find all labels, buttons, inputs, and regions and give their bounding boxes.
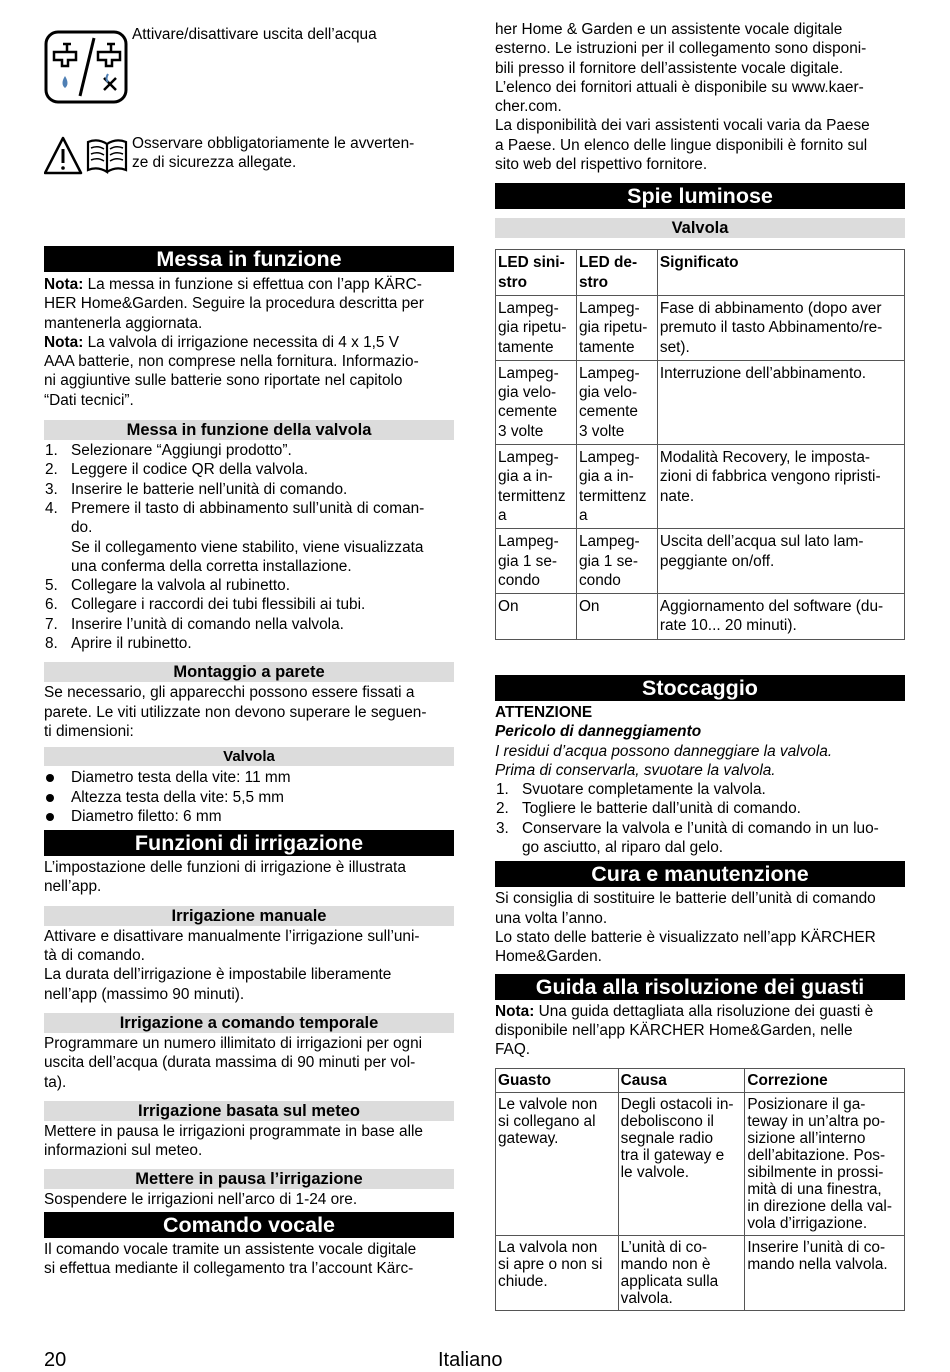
table-cell: Lampeg- gia 1 se- condo bbox=[496, 529, 577, 594]
table-header-cell: LED de- stro bbox=[576, 250, 657, 296]
table-cell: Lampeg- gia velo- cemente 3 volte bbox=[576, 360, 657, 444]
table-header-cell: Correzione bbox=[745, 1069, 905, 1093]
table-row bbox=[496, 295, 905, 360]
table-cell: Fase di abbinamento (dopo aver premuto il tasto Abbinamento/re- set). bbox=[657, 295, 904, 360]
led-table bbox=[495, 249, 905, 639]
table-row bbox=[496, 445, 905, 529]
table-cell: La valvola non si apre o non si chiude. bbox=[496, 1236, 619, 1311]
list-item: Diametro testa della vite: 11 mm bbox=[44, 768, 454, 787]
safety-row bbox=[44, 134, 454, 178]
table-row bbox=[496, 594, 905, 640]
table-row bbox=[496, 360, 905, 444]
table-row bbox=[496, 1093, 905, 1236]
table-cell: Le valvole non si collegano al gateway. bbox=[496, 1093, 619, 1236]
bullet-icon bbox=[46, 794, 54, 802]
list-item: 7. Inserire l’unità di comando nella valvola. bbox=[45, 615, 344, 633]
bullet-icon bbox=[46, 774, 54, 782]
table-cell: Posizionare il ga- teway in un’altra po- sizione all’interno dell’abitazione. Pos- sibilmente in prossi- mità di una finestra, in direzione della val- vola d’irrigazione. bbox=[745, 1093, 905, 1236]
list-item: 1. Svuotare completamente la valvola. bbox=[496, 781, 766, 799]
section-messa-in-funzione bbox=[44, 246, 454, 1278]
section-stoccaggio bbox=[495, 675, 905, 1311]
subsubsection-title: Valvola bbox=[44, 747, 454, 766]
paragraph: Si consiglia di sostituire le batterie dell’unità di comando una volta l’anno. Lo stato delle batterie è visualizzato nell’app KÄRCHER Home&Garden. bbox=[495, 890, 876, 966]
table-cell: Interruzione dell’abbinamento. bbox=[657, 360, 904, 444]
list-item: Altezza testa della vite: 5,5 mm bbox=[44, 788, 454, 807]
table-header-cell: LED sini- stro bbox=[496, 250, 577, 296]
table-cell: Lampeg- gia a in- termittenz a bbox=[576, 445, 657, 529]
list-item: 6. Collegare i raccordi dei tubi flessibili ai tubi. bbox=[45, 596, 366, 614]
subsection-title: Mettere in pausa l’irrigazione bbox=[44, 1169, 454, 1189]
table-cell: On bbox=[496, 594, 577, 640]
warning-label: ATTENZIONE bbox=[495, 704, 593, 721]
note-paragraph: Nota: La messa in funzione si effettua con l’app KÄRC- HER Home&Garden. Seguire la procedura descritta per mantenerla aggiornata. bbox=[44, 276, 424, 332]
subsection-title: Irrigazione a comando temporale bbox=[44, 1013, 454, 1033]
paragraph: Mettere in pausa le irrigazioni programmate in base alle informazioni sul meteo. bbox=[44, 1122, 423, 1160]
table-header-row bbox=[496, 250, 905, 296]
faucet-toggle-icon bbox=[44, 30, 128, 104]
list-item: 3. Conservare la valvola e l’unità di comando in un luo- go asciutto, al riparo dal gelo. bbox=[496, 819, 879, 857]
note-paragraph: Nota: La valvola di irrigazione necessita di 4 x 1,5 V AAA batterie, non comprese nella fornitura. Informazio- ni aggiuntive sulle batterie sono riportate nel capitolo “Dati tecnici”. bbox=[44, 333, 419, 409]
list-item: Diametro filetto: 6 mm bbox=[44, 807, 454, 826]
table-cell: Degli ostacoli in- deboliscono il segnale radio tra il gateway e le valvole. bbox=[618, 1093, 745, 1236]
paragraph: Attivare e disattivare manualmente l’irrigazione sull’uni- tà di comando. La durata dell’irrigazione è impostabile liberamente nell’app (massimo 90 minuti). bbox=[44, 927, 420, 1003]
warning-text: I residui d’acqua possono danneggiare la valvola. Prima di conservarla, svuotare la valvola. bbox=[495, 742, 833, 779]
section-title: Spie luminose bbox=[495, 183, 905, 209]
bullet-list bbox=[44, 768, 454, 826]
list-item: 8. Aprire il rubinetto. bbox=[45, 635, 192, 653]
table-cell: Modalità Recovery, le imposta- zioni di fabbrica vengono ripristi- nate. bbox=[657, 445, 904, 529]
list-item: 1. Selezionare “Aggiungi prodotto”. bbox=[45, 442, 292, 460]
table-cell: Lampeg- gia velo- cemente 3 volte bbox=[496, 360, 577, 444]
water-toggle-text: Attivare/disattivare uscita dell’acqua bbox=[132, 26, 377, 43]
safety-text: Osservare obbligatoriamente le avverten- ze di sicurezza allegate. bbox=[132, 135, 415, 172]
subsection-title: Irrigazione manuale bbox=[44, 906, 454, 926]
subsection-title: Montaggio a parete bbox=[44, 662, 454, 682]
table-cell: Uscita dell’acqua sul lato lam- peggiante on/off. bbox=[657, 529, 904, 594]
steps-list bbox=[495, 780, 905, 857]
list-item: 2. Togliere le batterie dall’unità di comando. bbox=[496, 800, 801, 818]
subsection-title: Valvola bbox=[495, 218, 905, 238]
list-item: 2. Leggere il codice QR della valvola. bbox=[45, 461, 308, 479]
footer-language: Italiano bbox=[438, 1349, 503, 1371]
paragraph: her Home & Garden e un assistente vocale digitale esterno. Le istruzioni per il collegamento sono disponi- bili presso il fornitore dell’assistente vocale digitale. L’elenco dei fornitori attuali è disponibile su www.kaer- cher.com. La disponibilità dei vari assistenti vocali varia da Paese a Paese. Un elenco delle lingue disponibili è fornito sul sito web del rispettivo fornitore. bbox=[495, 21, 870, 174]
subsection-title: Messa in funzione della valvola bbox=[44, 420, 454, 440]
paragraph: Programmare un numero illimitato di irrigazioni per ogni uscita dell’acqua (durata massima di 90 minuti per vol- ta). bbox=[44, 1034, 423, 1091]
section-title: Comando vocale bbox=[44, 1212, 454, 1238]
table-cell: Lampeg- gia a in- termittenz a bbox=[496, 445, 577, 529]
paragraph: L’impostazione delle funzioni di irrigazione è illustrata nell’app. bbox=[44, 859, 406, 896]
bullet-icon bbox=[46, 813, 54, 821]
section-title: Funzioni di irrigazione bbox=[44, 830, 454, 856]
paragraph: Se necessario, gli apparecchi possono essere fissati a parete. Le viti utilizzate non devono superare le seguen- ti dimensioni: bbox=[44, 684, 427, 740]
table-header-cell: Causa bbox=[618, 1069, 745, 1093]
warning-title: Pericolo di danneggiamento bbox=[495, 723, 702, 741]
table-cell: On bbox=[576, 594, 657, 640]
section-title: Guida alla risoluzione dei guasti bbox=[495, 974, 905, 1000]
table-row bbox=[496, 529, 905, 594]
table-header-row bbox=[496, 1069, 905, 1093]
subsection-title: Irrigazione basata sul meteo bbox=[44, 1101, 454, 1121]
list-item: 5. Collegare la valvola al rubinetto. bbox=[45, 577, 291, 595]
table-cell: Aggiornamento del software (du- rate 10... 20 minuti). bbox=[657, 594, 904, 640]
table-cell: Lampeg- gia ripetu- tamente bbox=[496, 295, 577, 360]
list-item: 4. Premere il tasto di abbinamento sull’unità di coman- do. Se il collegamento viene stabilito, viene visualizzata una conferma della corretta installazione. bbox=[45, 499, 425, 575]
list-item: 3. Inserire le batterie nell’unità di comando. bbox=[45, 480, 348, 498]
table-cell: Lampeg- gia 1 se- condo bbox=[576, 529, 657, 594]
table-header-cell: Significato bbox=[657, 250, 904, 296]
section-title: Messa in funzione bbox=[44, 246, 454, 272]
table-cell: Inserire l’unità di co- mando nella valvola. bbox=[745, 1236, 905, 1311]
section-title: Cura e manutenzione bbox=[495, 861, 905, 887]
water-toggle-row bbox=[44, 28, 454, 102]
note-paragraph: Nota: Una guida dettagliata alla risoluzione dei guasti è disponibile nell’app KÄRCHER Home&Garden, nelle FAQ. bbox=[495, 1002, 874, 1059]
troubleshooting-table bbox=[495, 1068, 905, 1311]
safety-warning-icon bbox=[44, 136, 130, 176]
table-header-cell: Guasto bbox=[496, 1069, 619, 1093]
steps-list bbox=[44, 441, 454, 653]
table-cell: Lampeg- gia ripetu- tamente bbox=[576, 295, 657, 360]
paragraph: Il comando vocale tramite un assistente vocale digitale si effettua mediante il collegamento tra l’account Kärc- bbox=[44, 1240, 417, 1277]
page-number: 20 bbox=[44, 1349, 67, 1371]
section-title: Stoccaggio bbox=[495, 675, 905, 701]
table-cell: L’unità di co- mando non è applicata sulla valvola. bbox=[618, 1236, 745, 1311]
table-row bbox=[496, 1236, 905, 1311]
paragraph: Sospendere le irrigazioni nell’arco di 1-24 ore. bbox=[44, 1191, 358, 1209]
